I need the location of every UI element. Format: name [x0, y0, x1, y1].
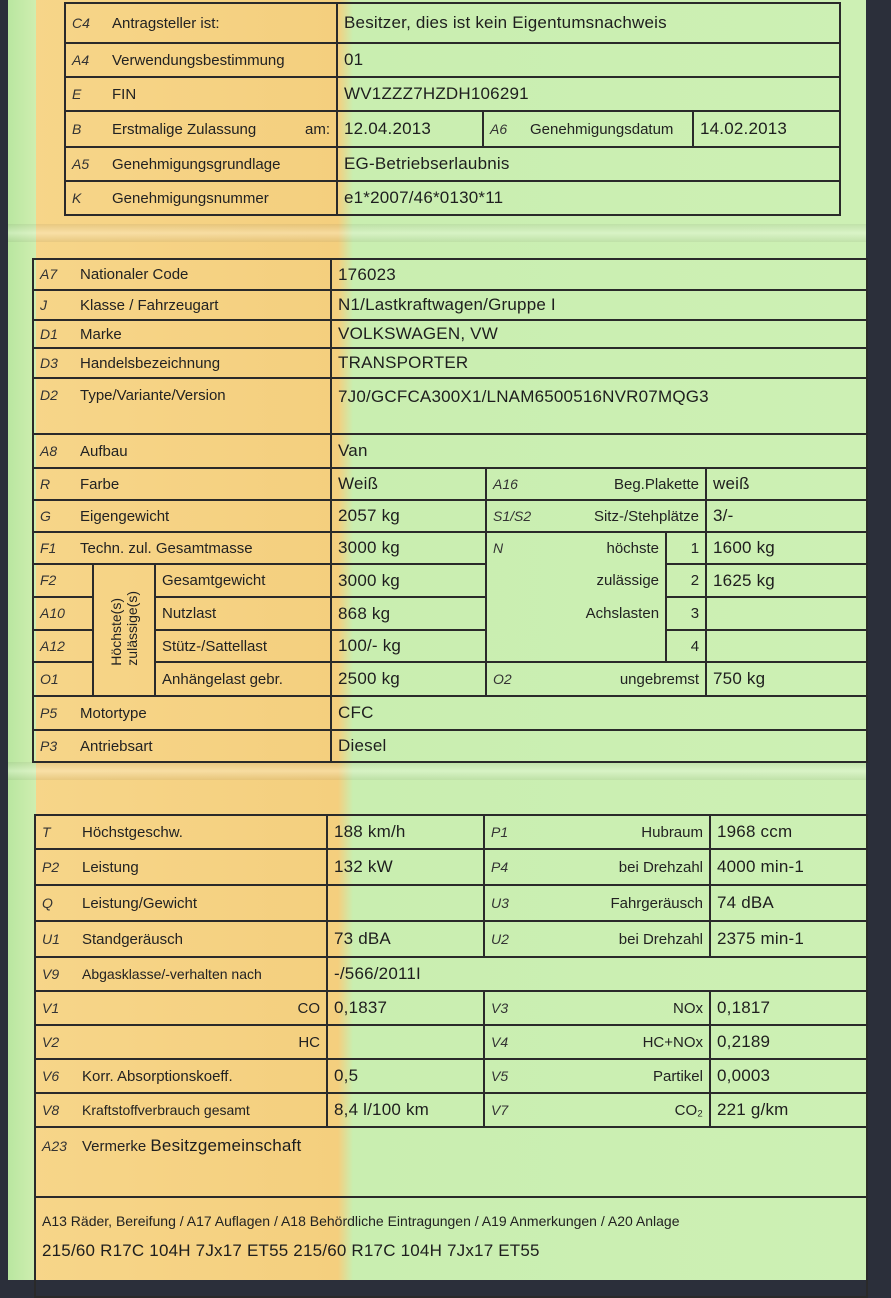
- field-code: A23: [42, 1138, 67, 1154]
- field-code: C4: [72, 14, 90, 31]
- field-label: Farbe: [80, 475, 120, 493]
- field-code: A7: [40, 266, 58, 282]
- field-label: Stütz-/Sattellast: [162, 637, 268, 655]
- field-code: V1: [42, 999, 60, 1016]
- field-value: VOLKSWAGEN, VW: [338, 324, 498, 343]
- field-label: NOx: [673, 999, 703, 1017]
- field-value: 221 g/km: [717, 1100, 789, 1119]
- field-value: 74 dBA: [717, 893, 774, 912]
- section-registration: [64, 2, 839, 216]
- field-label: bei Drehzahl: [618, 858, 703, 876]
- field-label: Verwendungsbestimmung: [112, 51, 285, 69]
- field-value: 1968 ccm: [717, 822, 793, 841]
- field-value: 2375 min-1: [717, 929, 805, 948]
- field-label: Kraftstoffverbrauch gesamt: [82, 1101, 250, 1118]
- field-value: e1*2007/46*0130*11: [344, 188, 504, 207]
- field-code: A8: [40, 442, 58, 459]
- field-label: Motortype: [80, 704, 147, 722]
- row-a10: [33, 597, 867, 630]
- field-value: 3/-: [713, 506, 734, 525]
- vertical-label-hoechste: Höchste(s): [108, 597, 124, 666]
- field-code: D3: [40, 354, 58, 371]
- field-value: EG-Betriebserlaubnis: [344, 154, 510, 173]
- field-code: F1: [40, 539, 57, 556]
- field-code: O1: [40, 670, 59, 687]
- field-value: 0,2189: [717, 1032, 771, 1051]
- field-value: -/566/2011I: [334, 964, 421, 983]
- axle-number: 1: [690, 539, 700, 557]
- row-d1: [33, 320, 867, 348]
- field-label: Techn. zul. Gesamtmasse: [80, 539, 253, 557]
- field-label: Gesamtgewicht: [162, 572, 266, 589]
- field-value: 01: [344, 50, 364, 69]
- field-value: 7J0/GCFCA300X1/LNAM6500516NVR07MQG3: [338, 387, 709, 406]
- field-value: 2057 kg: [338, 506, 400, 525]
- field-code: U2: [491, 930, 509, 947]
- field-code: R: [40, 475, 51, 492]
- field-value: 0,1817: [717, 998, 771, 1017]
- row-u1: [35, 921, 867, 957]
- row-d2: [33, 378, 867, 434]
- field-code: D2: [40, 387, 58, 403]
- field-code: P2: [42, 858, 60, 875]
- row-j: [33, 290, 867, 320]
- row-a5: [65, 147, 840, 181]
- field-code: V7: [491, 1101, 509, 1118]
- field-code: V6: [42, 1067, 60, 1084]
- field-value: 4000 min-1: [717, 857, 805, 876]
- row-p5: [33, 696, 867, 730]
- field-value: 176023: [338, 264, 396, 284]
- row-a12: [33, 630, 867, 662]
- field-label: Standgeräusch: [82, 930, 183, 948]
- row-a7: [33, 259, 867, 290]
- row-a13: [35, 1197, 867, 1297]
- field-code: P4: [491, 858, 509, 875]
- field-code: V2: [42, 1033, 60, 1050]
- field-code: V8: [42, 1101, 60, 1118]
- axle-number: 3: [690, 605, 700, 622]
- field-value: 12.04.2013: [344, 119, 432, 138]
- reifen-label: A13 Räder, Bereifung / A17 Auflagen / A18 Behördliche Eintragungen / A19 Anmerkungen / A20 Anlage: [42, 1213, 680, 1229]
- field-label: Abgasklasse/-verhalten nach: [82, 965, 262, 982]
- field-value: 132 kW: [334, 857, 393, 876]
- field-value: 8,4 l/100 km: [334, 1100, 430, 1119]
- field-code: U1: [42, 930, 60, 947]
- field-code: A4: [72, 51, 90, 68]
- field-code: A10: [40, 605, 65, 621]
- field-code: V9: [42, 965, 60, 982]
- row-v9: [35, 957, 867, 991]
- field-value: CFC: [338, 703, 374, 722]
- row-v2: [35, 1025, 867, 1059]
- field-code: P1: [491, 823, 509, 840]
- field-label: Genehmigungsdatum: [530, 120, 674, 138]
- field-code: U3: [491, 894, 509, 911]
- field-label: Nationaler Code: [80, 266, 189, 283]
- field-value: N1/Lastkraftwagen/Gruppe I: [338, 295, 556, 314]
- field-value: 0,0003: [717, 1066, 771, 1085]
- field-code: G: [40, 507, 51, 524]
- field-label: Fahrgeräusch: [610, 894, 703, 912]
- field-label: Partikel: [652, 1067, 703, 1085]
- field-code: E: [72, 85, 82, 102]
- paper-fold: [8, 762, 866, 780]
- field-label: HC: [298, 1033, 320, 1051]
- paper-fold: [8, 224, 866, 242]
- field-label: FIN: [112, 85, 137, 103]
- field-code: D1: [40, 325, 58, 342]
- row-gesamtmasse: [33, 532, 867, 564]
- axle-number: 2: [690, 572, 700, 589]
- field-label: Korr. Absorptionskoeff.: [82, 1067, 233, 1085]
- field-label: Antragsteller ist:: [112, 14, 220, 32]
- row-p3: [33, 730, 867, 762]
- field-code: A16: [493, 475, 518, 492]
- row-v6: [35, 1059, 867, 1093]
- row-v1: [35, 991, 867, 1025]
- field-code: N: [493, 540, 504, 556]
- field-code: V5: [491, 1067, 509, 1084]
- field-label: Marke: [80, 325, 122, 343]
- row-o1: [33, 662, 867, 696]
- field-code: K: [72, 189, 82, 206]
- field-label: Höchstgeschw.: [82, 823, 183, 841]
- row-f2: [33, 564, 867, 597]
- row-t: [35, 815, 867, 849]
- field-label: HC+NOx: [642, 1033, 703, 1051]
- field-code: P3: [40, 737, 58, 754]
- field-code: T: [42, 823, 51, 840]
- field-label: Hubraum: [641, 823, 703, 841]
- vertical-label-zulaessige: zulässige(s): [124, 590, 140, 666]
- field-value: TRANSPORTER: [338, 353, 469, 372]
- reifen-value: 215/60 R17C 104H 7Jx17 ET55 215/60 R17C 104H 7Jx17 ET55: [42, 1241, 540, 1260]
- row-eigengewicht: [33, 500, 867, 532]
- row-fin: [65, 77, 840, 111]
- field-label: Vermerke: [82, 1138, 147, 1155]
- field-value: 2500 kg: [338, 669, 400, 688]
- field-value: Diesel: [338, 736, 387, 755]
- row-p2: [35, 849, 867, 885]
- field-label-suffix: am:: [304, 120, 330, 138]
- row-q: [35, 885, 867, 921]
- field-value: Besitzer, dies ist kein Eigentumsnachweis: [344, 13, 667, 32]
- field-label: Eigengewicht: [80, 507, 170, 525]
- field-code: A12: [40, 637, 65, 654]
- field-value: 14.02.2013: [700, 119, 788, 138]
- row-a23: [35, 1127, 867, 1197]
- field-code: F2: [40, 572, 57, 588]
- field-code: V4: [491, 1033, 509, 1050]
- field-label: CO₂: [674, 1101, 703, 1119]
- field-value: Weiß: [338, 474, 379, 493]
- field-label: CO: [297, 999, 320, 1017]
- field-code: A5: [72, 155, 90, 172]
- section-vehicle: [32, 258, 866, 763]
- row-v8: [35, 1093, 867, 1127]
- achslast-word: zulässige: [596, 572, 660, 589]
- field-code: A6: [490, 120, 508, 137]
- row-d3: [33, 348, 867, 378]
- field-label: Klasse / Fahrzeugart: [80, 296, 219, 314]
- field-label: Leistung: [82, 858, 139, 876]
- field-value: 868 kg: [338, 603, 391, 623]
- field-code: Q: [42, 894, 53, 911]
- field-value: Van: [338, 441, 368, 460]
- field-value: weiß: [713, 474, 750, 493]
- field-value: 0,5: [334, 1066, 359, 1085]
- row-erstzulassung: [65, 111, 840, 147]
- fin-value: WV1ZZZ7HZDH106291: [344, 84, 529, 103]
- row-k: [65, 181, 840, 215]
- field-label: Leistung/Gewicht: [82, 894, 198, 912]
- field-label: Anhängelast gebr.: [162, 670, 283, 688]
- field-label: bei Drehzahl: [618, 930, 703, 948]
- row-c4: [65, 3, 840, 43]
- field-label: Handelsbezeichnung: [80, 354, 221, 372]
- field-label: Genehmigungsnummer: [112, 189, 269, 207]
- achslast-word: Achslasten: [585, 605, 660, 622]
- achslast-word: höchste: [606, 540, 660, 557]
- row-a8: [33, 434, 867, 468]
- field-label: Genehmigungsgrundlage: [112, 155, 281, 173]
- field-value: 100/- kg: [338, 636, 402, 655]
- section-technical: [34, 814, 866, 1298]
- field-code: P5: [40, 704, 58, 721]
- row-a4: [65, 43, 840, 77]
- field-value: 3000 kg: [338, 538, 400, 557]
- field-label: Nutzlast: [162, 605, 217, 622]
- field-code: O2: [493, 670, 512, 687]
- field-code: J: [40, 296, 47, 313]
- field-value: 750 kg: [713, 669, 766, 688]
- vermerke-value: Besitzgemeinschaft: [150, 1136, 302, 1155]
- field-label: ungebremst: [619, 670, 700, 688]
- row-farbe: [33, 468, 867, 500]
- field-code: S1/S2: [493, 507, 532, 524]
- field-label: Erstmalige Zulassung: [112, 120, 257, 138]
- field-code: B: [72, 120, 82, 137]
- field-value: 0,1837: [334, 998, 388, 1017]
- field-value: 188 km/h: [334, 822, 406, 841]
- field-value: 3000 kg: [338, 570, 400, 590]
- field-label: Sitz-/Stehplätze: [593, 507, 700, 525]
- field-label: Type/Variante/Version: [80, 387, 226, 404]
- axle-load-value: 1600 kg: [713, 538, 775, 557]
- axle-number: 4: [690, 637, 700, 655]
- field-code: V3: [491, 999, 509, 1016]
- axle-load-value: 1625 kg: [713, 570, 775, 590]
- field-value: 73 dBA: [334, 929, 391, 948]
- field-label: Beg.Plakette: [613, 475, 700, 493]
- field-label: Aufbau: [80, 442, 128, 460]
- field-label: Antriebsart: [80, 737, 153, 755]
